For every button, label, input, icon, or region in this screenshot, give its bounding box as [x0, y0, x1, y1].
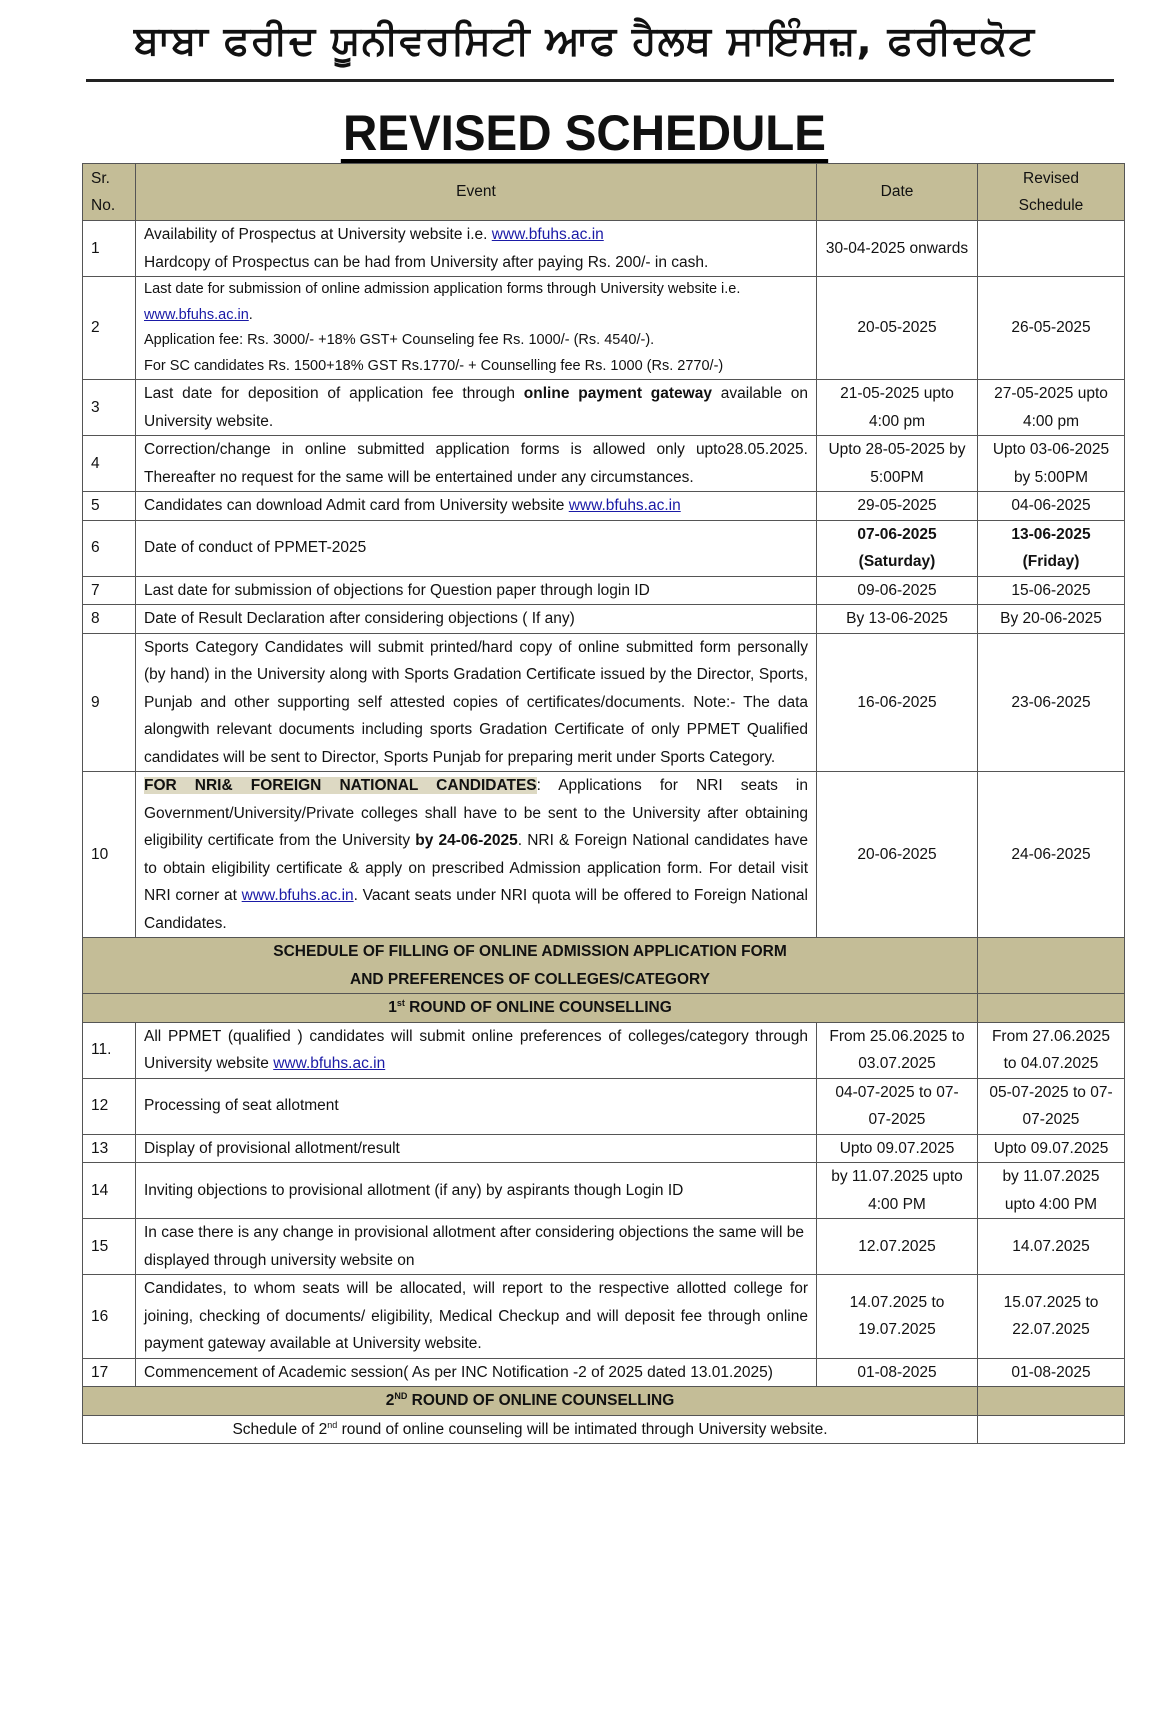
row-revised: 15-06-2025 [978, 576, 1125, 605]
footer-note-row [83, 1415, 1125, 1444]
row-sr: 15 [83, 1219, 136, 1275]
row-event: Last date for submission of online admission application forms through University website i.e. www.bfuhs.ac.in. Application fee: Rs. 3000/- +18% GST+ Counseling fee Rs. 1000/- (Rs. 4540/-). For SC candidates Rs. 1500+18% GST Rs.1770/- + Counselling fee Rs. 1000 (Rs. 2770/-) [136, 277, 817, 380]
row-revised: From 27.06.2025 to 04.07.2025 [978, 1022, 1125, 1078]
table-row [83, 520, 1125, 576]
row-sr: 4 [83, 436, 136, 492]
row-date: Upto 09.07.2025 [817, 1134, 978, 1163]
row-date: 01-08-2025 [817, 1358, 978, 1387]
table-row [83, 277, 1125, 380]
row-date: 16-06-2025 [817, 633, 978, 772]
row-date: By 13-06-2025 [817, 605, 978, 634]
row-revised: Upto 03-06-2025 by 5:00PM [978, 436, 1125, 492]
section-header-round1: 1st ROUND OF ONLINE COUNSELLING [83, 994, 1125, 1023]
row-revised: Upto 09.07.2025 [978, 1134, 1125, 1163]
row-revised: 27-05-2025 upto 4:00 pm [978, 380, 1125, 436]
row-date: From 25.06.2025 to 03.07.2025 [817, 1022, 978, 1078]
row-sr: 5 [83, 492, 136, 521]
row-revised: 01-08-2025 [978, 1358, 1125, 1387]
row-revised: 13-06-2025 (Friday) [978, 520, 1125, 576]
table-row [83, 492, 1125, 521]
section-header-round2: 2ND ROUND OF ONLINE COUNSELLING [83, 1387, 1125, 1416]
row-date: 21-05-2025 upto 4:00 pm [817, 380, 978, 436]
table-row [83, 1219, 1125, 1275]
row-revised: 24-06-2025 [978, 772, 1125, 938]
row-date: 07-06-2025 (Saturday) [817, 520, 978, 576]
table-row [83, 1275, 1125, 1359]
row-sr: 13 [83, 1134, 136, 1163]
website-link[interactable]: www.bfuhs.ac.in [568, 497, 681, 514]
row-revised: 26-05-2025 [978, 277, 1125, 380]
row-event: Availability of Prospectus at University website i.e. www.bfuhs.ac.in Hardcopy of Prospectus can be had from University after paying Rs. 200/- in cash. [136, 221, 817, 277]
row-date: 20-05-2025 [817, 277, 978, 380]
table-row [83, 1022, 1125, 1078]
row-sr: 16 [83, 1275, 136, 1359]
row-revised: 14.07.2025 [978, 1219, 1125, 1275]
table-header-row [83, 164, 1125, 221]
row-event: Date of Result Declaration after considering objections ( If any) [136, 605, 817, 634]
website-link[interactable]: www.bfuhs.ac.in [241, 887, 354, 904]
row-sr: 12 [83, 1078, 136, 1134]
column-header-event: Event [136, 164, 817, 221]
table-row [83, 1134, 1125, 1163]
row-date: by 11.07.2025 upto 4:00 PM [817, 1163, 978, 1219]
university-name-punjabi: ਬਾਬਾ ਫਰੀਦ ਯੂਨੀਵਰਸਿਟੀ ਆਫ ਹੈਲਥ ਸਾਇੰਸਜ਼, ਫਰੀਦਕੋਟ [134, 18, 1035, 64]
row-sr: 10 [83, 772, 136, 938]
row-event: Correction/change in online submitted application forms is allowed only upto28.05.2025. Thereafter no request for the same will be entertained under any circumstances. [136, 436, 817, 492]
row-date: 30-04-2025 onwards [817, 221, 978, 277]
page-title: REVISED SCHEDULE [29, 104, 1140, 164]
table-row [83, 221, 1125, 277]
row-date: 14.07.2025 to 19.07.2025 [817, 1275, 978, 1359]
row-event: In case there is any change in provisional allotment after considering objections the same will be displayed through university website on [136, 1219, 817, 1275]
row-sr: 9 [83, 633, 136, 772]
table-row [83, 633, 1125, 772]
row-date: 12.07.2025 [817, 1219, 978, 1275]
row-revised: 23-06-2025 [978, 633, 1125, 772]
row-event: Commencement of Academic session( As per INC Notification -2 of 2025 dated 13.01.2025) [136, 1358, 817, 1387]
row-sr: 17 [83, 1358, 136, 1387]
row-event: Inviting objections to provisional allotment (if any) by aspirants though Login ID [136, 1163, 817, 1219]
nri-highlight: FOR NRI& FOREIGN NATIONAL CANDIDATES [144, 777, 537, 794]
row-event: Last date for submission of objections for Question paper through login ID [136, 576, 817, 605]
row-event: Sports Category Candidates will submit printed/hard copy of online submitted form personally (by hand) in the University along with Sports Gradation Certificate issued by the Director, Sports, Punjab and other supporting self attested copies of certificates/documents. Note:- The data alongwith relevant documents including sports Gradation Certificate of only PPMET Qualified candidates will be sent to Director, Sports Punjab for preparing merit under Sports Category. [136, 633, 817, 772]
row-revised: By 20-06-2025 [978, 605, 1125, 634]
row-revised: 15.07.2025 to 22.07.2025 [978, 1275, 1125, 1359]
column-header-sr: Sr. No. [83, 164, 136, 221]
website-link[interactable]: www.bfuhs.ac.in [144, 306, 249, 323]
row-sr: 1 [83, 221, 136, 277]
table-row [83, 772, 1125, 938]
row-sr: 8 [83, 605, 136, 634]
column-header-date: Date [817, 164, 978, 221]
column-header-revised: Revised Schedule [978, 164, 1125, 221]
row-event: Candidates can download Admit card from University website www.bfuhs.ac.in [136, 492, 817, 521]
row-date: 04-07-2025 to 07-07-2025 [817, 1078, 978, 1134]
section-header-schedule: SCHEDULE OF FILLING OF ONLINE ADMISSION APPLICATION FORM AND PREFERENCES OF COLLEGES/CATEGORY [83, 938, 1125, 994]
header-divider [86, 79, 1114, 82]
row-sr: 3 [83, 380, 136, 436]
website-link[interactable]: www.bfuhs.ac.in [273, 1055, 386, 1072]
row-event: Display of provisional allotment/result [136, 1134, 817, 1163]
row-sr: 6 [83, 520, 136, 576]
table-row [83, 1163, 1125, 1219]
row-event: Date of conduct of PPMET-2025 [136, 520, 817, 576]
schedule-table [82, 163, 1125, 1444]
table-row [83, 605, 1125, 634]
table-row [83, 436, 1125, 492]
footer-note: Schedule of 2nd round of online counseling will be intimated through University website. [83, 1415, 978, 1444]
row-sr: 7 [83, 576, 136, 605]
row-date: 29-05-2025 [817, 492, 978, 521]
row-revised [978, 221, 1125, 277]
table-row [83, 576, 1125, 605]
table-row [83, 1078, 1125, 1134]
row-date: Upto 28-05-2025 by 5:00PM [817, 436, 978, 492]
row-sr: 11. [83, 1022, 136, 1078]
website-link[interactable]: www.bfuhs.ac.in [491, 226, 604, 243]
row-event: Processing of seat allotment [136, 1078, 817, 1134]
table-row [83, 380, 1125, 436]
row-event: FOR NRI& FOREIGN NATIONAL CANDIDATES: Applications for NRI seats in Government/University/Private colleges shall have to be sent to the University after obtaining eligibility certificate from the University by 24-06-2025. NRI & Foreign National candidates have to obtain eligibility certificate & apply on prescribed Admission application form. For detail visit NRI corner at www.bfuhs.ac.in. Vacant seats under NRI quota will be offered to Foreign National Candidates. [136, 772, 817, 938]
row-date: 20-06-2025 [817, 772, 978, 938]
row-event: Last date for deposition of application fee through online payment gateway available on University website. [136, 380, 817, 436]
row-revised: 04-06-2025 [978, 492, 1125, 521]
row-event: Candidates, to whom seats will be allocated, will report to the respective allotted college for joining, checking of documents/ eligibility, Medical Checkup and will deposit fee through online payment gateway available at University website. [136, 1275, 817, 1359]
row-sr: 2 [83, 277, 136, 380]
row-revised: 05-07-2025 to 07-07-2025 [978, 1078, 1125, 1134]
table-row [83, 1358, 1125, 1387]
row-revised: by 11.07.2025 upto 4:00 PM [978, 1163, 1125, 1219]
row-event: All PPMET (qualified ) candidates will submit online preferences of colleges/category through University website www.bfuhs.ac.in [136, 1022, 817, 1078]
row-sr: 14 [83, 1163, 136, 1219]
row-date: 09-06-2025 [817, 576, 978, 605]
